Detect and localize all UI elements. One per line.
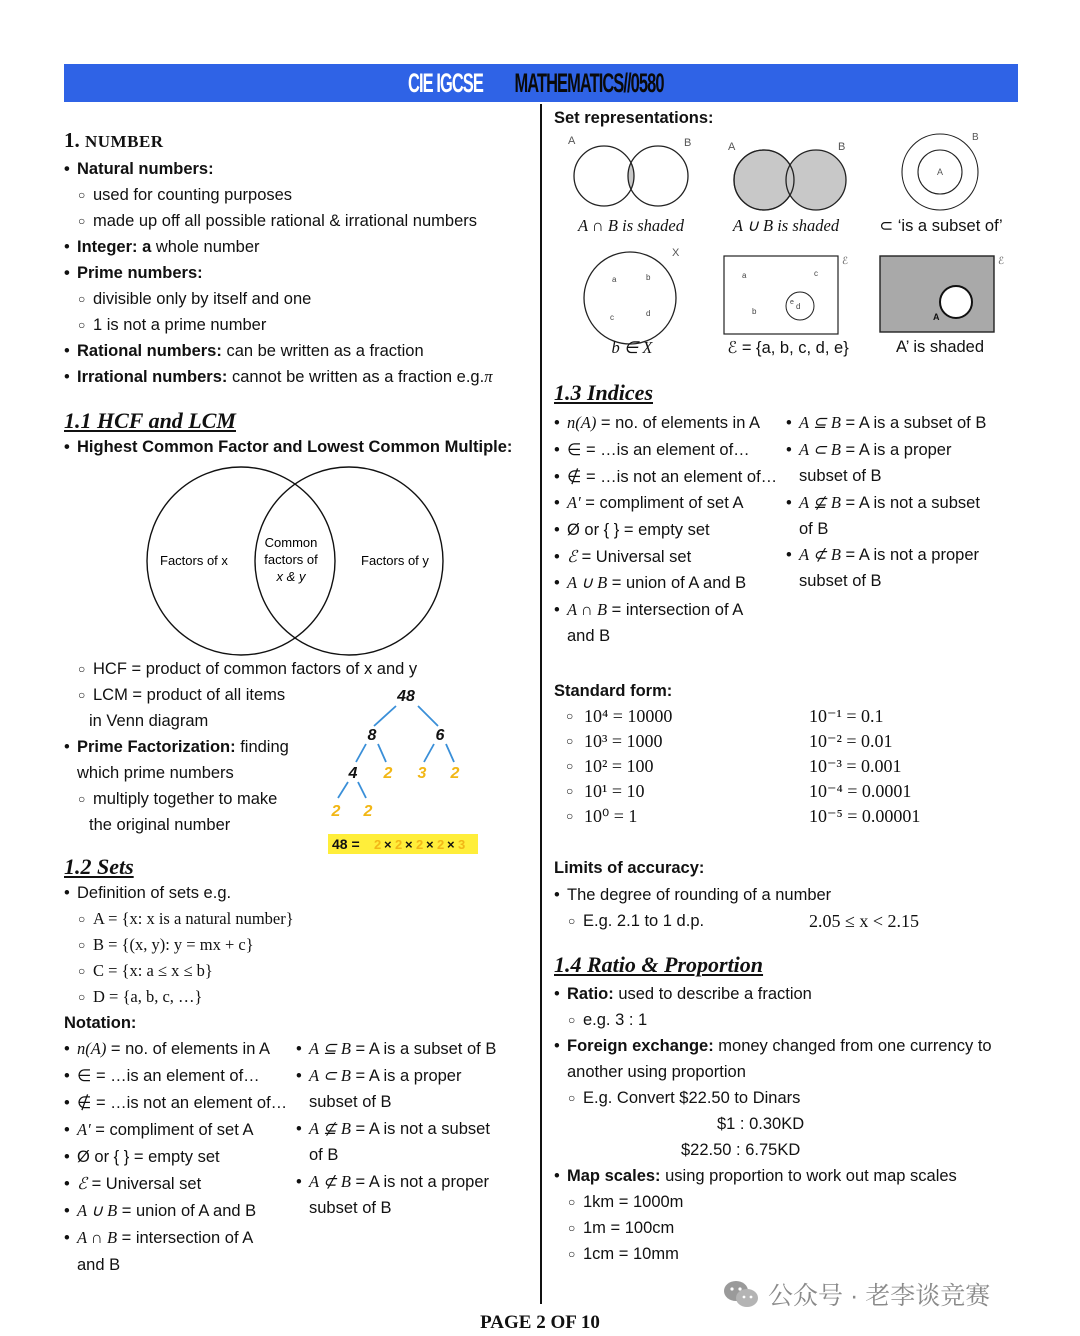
accuracy-eg: ○ E.g. 2.1 to 1 d.p. 2.05 ≤ x < 2.15 xyxy=(554,908,1024,934)
notation-item: • A ⊈ B = A is not a subset xyxy=(296,1116,526,1142)
notation-item: • A′ = compliment of set A xyxy=(64,1117,296,1144)
ratio-def: • Ratio: used to describe a fraction xyxy=(554,981,1024,1007)
notation-item: • A ⊂ B = A is a proper xyxy=(786,437,1018,463)
notation-right-list xyxy=(296,1036,526,1221)
map-def: • Map scales: using proportion to work out map scales xyxy=(554,1163,1024,1189)
eq-times-1: × xyxy=(384,837,392,852)
tree-leaf-1: 2 xyxy=(383,765,393,782)
notation-item: • A ∪ B = union of A and B xyxy=(64,1198,296,1225)
map-item-2: ○ 1m = 100cm xyxy=(554,1215,1024,1241)
venn-mid-3: x & y xyxy=(276,569,306,584)
standard-row: ○ 10¹ = 10 10⁻⁴ = 0.0001 xyxy=(554,779,1014,804)
tree-leaf-3: 2 xyxy=(450,765,460,782)
svg-text:A: A xyxy=(728,141,736,153)
set-def-3: ○ C = {x: a ≤ x ≤ b} xyxy=(64,958,534,984)
watermark xyxy=(722,1276,990,1312)
sets-section xyxy=(64,854,534,1036)
indices-title: 1.3 Indices xyxy=(554,380,653,405)
notation-item: • A ∩ B = intersection of A xyxy=(554,597,786,623)
notation-item: • A ∪ B = union of A and B xyxy=(554,570,786,597)
notation-cont: subset of B xyxy=(309,1199,392,1217)
pf-cont: which prime numbers xyxy=(77,764,234,782)
header-title: CIE IGCSEMATHEMATICS//0580 xyxy=(407,67,664,98)
notation-item: • A ⊄ B = A is not a proper xyxy=(296,1169,526,1195)
accuracy-item: • The degree of rounding of a number xyxy=(554,882,1024,908)
svg-text:X: X xyxy=(672,247,680,259)
venn-mid-1: Common xyxy=(264,535,318,550)
fx-line-1: $1 : 0.30KD xyxy=(717,1115,805,1133)
standard-form-title: Standard form: xyxy=(554,682,673,700)
pf-sub-1: ○ multiply together to make xyxy=(64,786,534,812)
svg-text:A: A xyxy=(568,135,576,147)
notation-item: • ∉ = …is not an element of… xyxy=(64,1090,296,1117)
notation-cont: subset of B xyxy=(799,572,882,590)
natural-item-1: ○ used for counting purposes xyxy=(64,182,530,208)
svg-text:B: B xyxy=(684,137,692,149)
sets-title: 1.2 Sets xyxy=(64,854,134,879)
natural-label: • Natural numbers: xyxy=(64,156,530,182)
tree-node-8: 8 xyxy=(367,727,377,744)
venn-right-label: Factors of y xyxy=(361,553,429,568)
caption-complement: A’ is shaded xyxy=(895,338,985,356)
pf-def: • Prime Factorization: finding xyxy=(64,734,534,760)
pf-sub-2: the original number xyxy=(89,816,231,834)
svg-text:A: A xyxy=(933,312,940,322)
notation-item: • ∉ = …is not an element of… xyxy=(554,464,786,490)
venn-mid-2: factors of xyxy=(264,552,318,567)
ratio-title: 1.4 Ratio & Proportion xyxy=(554,952,764,977)
diagram-union xyxy=(728,141,846,210)
tree-equation-left: 48 = xyxy=(332,836,360,852)
caption-element: b ∈ X xyxy=(611,338,653,357)
caption-union: A ∪ B is shaded xyxy=(732,216,840,235)
diagram-subset xyxy=(902,132,979,210)
indices-left-list xyxy=(554,410,786,649)
svg-text:c: c xyxy=(610,313,614,322)
svg-text:B: B xyxy=(838,141,846,153)
lcm-text-2: in Venn diagram xyxy=(89,712,209,730)
svg-text:b: b xyxy=(646,273,651,282)
fx-line-2: $22.50 : 6.75KD xyxy=(681,1141,801,1159)
svg-text:a: a xyxy=(742,271,747,280)
notation-item: • ℰ = Universal set xyxy=(64,1171,296,1198)
diagram-element xyxy=(584,247,680,344)
eq-factor-5: 3 xyxy=(458,837,466,852)
notation-item: • n(A) = no. of elements in A xyxy=(64,1036,296,1063)
notation-item: • Ø or { } = empty set xyxy=(64,1144,296,1171)
svg-text:d: d xyxy=(646,309,651,318)
hcf-lead: • Highest Common Factor and Lowest Common Multiple: xyxy=(64,434,530,460)
svg-text:c: c xyxy=(814,269,818,278)
eq-factor-2: 2 xyxy=(395,837,403,852)
svg-text:d: d xyxy=(796,302,801,311)
tree-root: 48 xyxy=(397,688,415,705)
eq-factor-3: 2 xyxy=(416,837,424,852)
diagram-complement xyxy=(880,256,1004,332)
notation-item: • A′ = compliment of set A xyxy=(554,490,786,517)
caption-universal: ℰ = {a, b, c, d, e} xyxy=(727,339,849,357)
eq-factor-1: 2 xyxy=(374,837,382,852)
notation-item: • A ⊈ B = A is not a subset xyxy=(786,490,1018,516)
set-representation-diagrams xyxy=(560,132,1020,368)
accuracy-title: Limits of accuracy: xyxy=(554,859,705,877)
column-divider xyxy=(540,104,542,1304)
svg-text:B: B xyxy=(972,132,979,143)
standard-row: ○ 10³ = 1000 10⁻² = 0.01 xyxy=(554,729,1014,754)
notation-item: • A ⊆ B = A is a subset of B xyxy=(786,410,1018,437)
watermark-text: 公众号 · 老李谈竞赛 xyxy=(768,1282,991,1310)
set-rep-title: Set representations: xyxy=(554,109,714,127)
page-number: PAGE 2 OF 10 xyxy=(480,1312,600,1333)
wechat-icon xyxy=(722,1279,760,1309)
notation-cont: subset of B xyxy=(309,1093,392,1111)
map-item-1: ○ 1km = 1000m xyxy=(554,1189,1024,1215)
lcm-text-1: ○ LCM = product of all items xyxy=(64,682,534,708)
map-item-3: ○ 1cm = 10mm xyxy=(554,1241,1024,1267)
set-def-4: ○ D = {a, b, c, …} xyxy=(64,984,534,1010)
hcf-lcm-title: 1.1 HCF and LCM xyxy=(64,408,236,433)
tree-leaf-5: 2 xyxy=(363,803,373,820)
fx-cont: another using proportion xyxy=(567,1063,746,1081)
notation-cont: of B xyxy=(799,520,829,538)
svg-text:A: A xyxy=(937,167,944,177)
caption-subset: ⊂ ‘is a subset of’ xyxy=(879,217,1003,235)
accuracy-list xyxy=(554,882,1024,934)
indices-right-list xyxy=(786,410,1018,594)
natural-item-2: ○ made up off all possible rational & irrational numbers xyxy=(64,208,530,234)
tree-leaf-4: 2 xyxy=(331,803,341,820)
hcf-text: ○ HCF = product of common factors of x and y xyxy=(64,656,534,682)
notation-item: • Ø or { } = empty set xyxy=(554,517,786,544)
standard-row: ○ 10⁰ = 1 10⁻⁵ = 0.00001 xyxy=(554,804,1014,829)
eq-factor-4: 2 xyxy=(437,837,445,852)
eq-times-4: × xyxy=(447,837,455,852)
rational-def: • Rational numbers: can be written as a fraction xyxy=(64,338,530,364)
diagram-intersection xyxy=(568,135,691,206)
standard-row: ○ 10² = 100 10⁻³ = 0.001 xyxy=(554,754,1014,779)
section-number-title: 1. NUMBER xyxy=(64,128,164,152)
factor-tree-branches xyxy=(338,706,454,798)
notation-item: • ℰ = Universal set xyxy=(554,544,786,570)
svg-text:ℰ: ℰ xyxy=(842,256,849,267)
prime-item-2: ○ 1 is not a prime number xyxy=(64,312,530,338)
notation-label: Notation: xyxy=(64,1014,137,1032)
tree-leaf-2: 3 xyxy=(417,765,427,782)
integer-def: • Integer: a whole number xyxy=(64,234,530,260)
svg-text:a: a xyxy=(612,275,617,284)
svg-text:ℰ: ℰ xyxy=(998,256,1005,267)
svg-text:b: b xyxy=(752,307,757,316)
set-def-1: ○ A = {x: x is a natural number} xyxy=(64,906,534,932)
prime-label: • Prime numbers: xyxy=(64,260,530,286)
prime-item-1: ○ divisible only by itself and one xyxy=(64,286,530,312)
factor-tree xyxy=(322,682,482,858)
notation-item: • n(A) = no. of elements in A xyxy=(554,410,786,437)
notation-cont: subset of B xyxy=(799,467,882,485)
venn-left-label: Factors of x xyxy=(160,553,228,568)
notation-item: • ∈ = …is an element of… xyxy=(64,1063,296,1090)
svg-text:e: e xyxy=(790,299,794,306)
notation-item: • A ∩ B = intersection of A xyxy=(64,1225,296,1252)
standard-row: ○ 10⁴ = 10000 10⁻¹ = 0.1 xyxy=(554,704,1014,729)
fx-def: • Foreign exchange: money changed from one currency to xyxy=(554,1033,1024,1059)
diagram-universal xyxy=(724,256,848,334)
caption-intersection: A ∩ B is shaded xyxy=(577,216,685,235)
notation-cont: and B xyxy=(567,627,611,645)
left-column xyxy=(64,128,530,460)
tree-node-4: 4 xyxy=(348,765,358,782)
notation-left-list xyxy=(64,1036,296,1278)
fx-eg: ○ E.g. Convert $22.50 to Dinars xyxy=(554,1085,1024,1111)
irrational-def: • Irrational numbers: cannot be written as a fraction e.g.π xyxy=(64,364,530,390)
set-def-2: ○ B = {(x, y): y = mx + c} xyxy=(64,932,534,958)
notation-item: • A ⊆ B = A is a subset of B xyxy=(296,1036,526,1063)
ratio-list xyxy=(554,981,1024,1267)
notation-cont: of B xyxy=(309,1146,339,1164)
eq-times-3: × xyxy=(426,837,434,852)
notation-item: • A ⊄ B = A is not a proper xyxy=(786,542,1018,568)
standard-form-table xyxy=(554,704,1014,829)
header-banner xyxy=(64,64,1018,102)
ratio-eg: ○ e.g. 3 : 1 xyxy=(554,1007,1024,1033)
notation-cont: and B xyxy=(77,1256,121,1274)
notation-item: • A ⊂ B = A is a proper xyxy=(296,1063,526,1089)
notation-item: • ∈ = …is an element of… xyxy=(554,437,786,464)
tree-node-6: 6 xyxy=(435,727,445,744)
eq-times-2: × xyxy=(405,837,413,852)
hcf-venn-diagram xyxy=(136,464,456,658)
sets-def: • Definition of sets e.g. xyxy=(64,880,534,906)
